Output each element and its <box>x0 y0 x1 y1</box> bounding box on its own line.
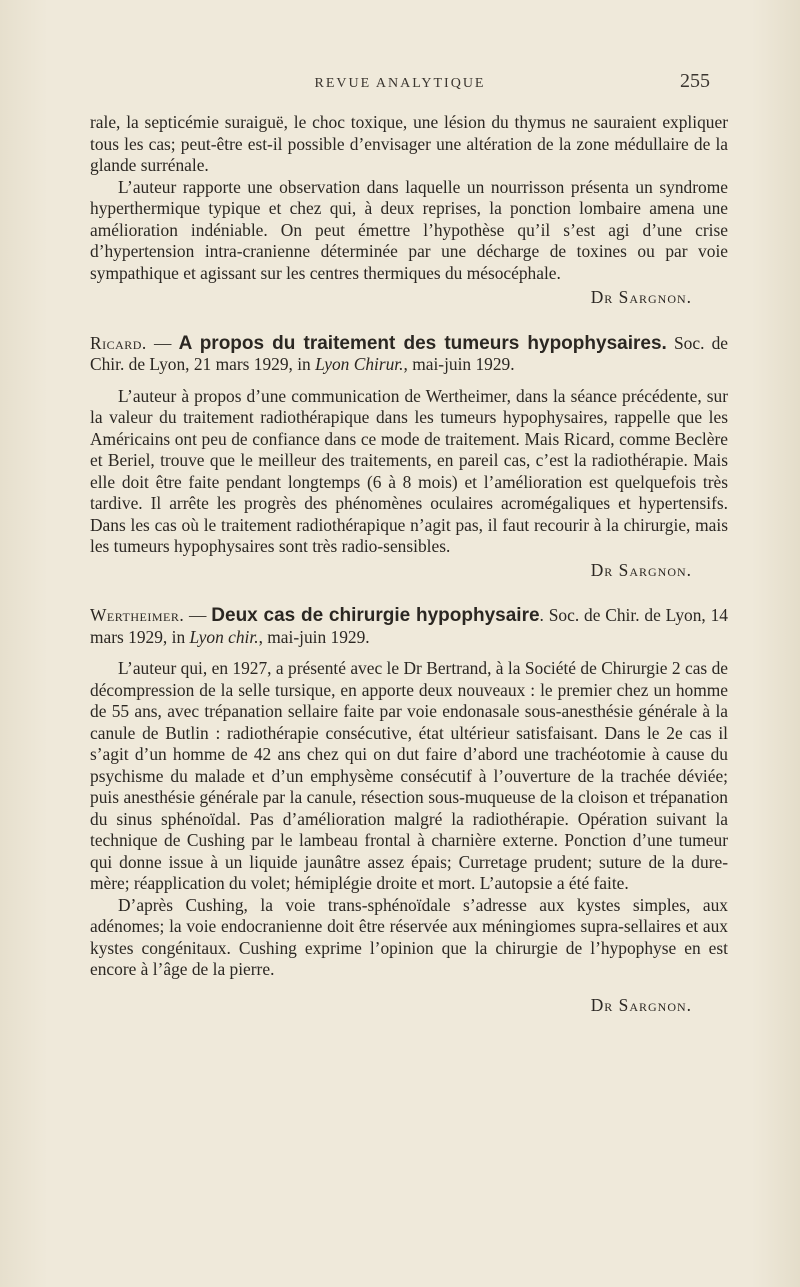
section-gap <box>90 309 728 333</box>
article-1-author: Ricard. <box>90 332 147 353</box>
section-gap <box>90 581 728 605</box>
article-2-author: Wertheimer. <box>90 605 185 625</box>
article-1-ref: Soc. de Chir. de Lyon, 21 mars 1929, in <box>90 332 729 374</box>
article-1-ref-date: , mai-juin 1929. <box>403 354 515 374</box>
article-2-paragraph-1: L’auteur qui, en 1927, a présenté avec le Dr Bertrand, à la Société de Chirurgie 2 cas de décompression de la selle tursique, en apporte deux nouveaux : le premier chez un homme de 55 ans, avec trépanation sellaire faite par voie endonasale sous-anesthésie générale à la canule de Butlin : radiothérapie consécutive, état ultérieur satisfaisant. Dans le 2e cas il s’agit d’un homme de 42 ans chez qui on dut faire d’abord une trachéotomie à cause du psychisme du malade et d’un emphysème consécutif à l’ouverture de la trachée déviée; puis anesthésie générale par la canule, résection sous-muqueuse de la cloison et trépanation du sinus sphénoïdal. Pas d’amélioration malgré la radiothérapie. Opération suivant la technique de Cushing par le lambeau frontal à charnière externe. Ponction d’une tumeur qui donne issue à un liquide jaunâtre assez épais; Curretage prudent; suture de la dure-mère; réapplication du volet; hémiplégie droite et mort. L’autopsie a été faite. <box>90 658 728 893</box>
heading-gap <box>90 648 728 658</box>
article-1-title: A propos du traitement des tumeurs hypophysaires. <box>178 332 667 354</box>
article-2-heading <box>90 605 728 648</box>
page-content <box>90 112 728 1016</box>
article-2-journal: Lyon chir. <box>189 626 259 647</box>
signature-gap <box>90 981 728 993</box>
signature-3: Dr Sargnon. <box>590 994 692 1015</box>
signature-2: Dr Sargnon. <box>590 559 692 580</box>
page-number: 255 <box>680 70 710 92</box>
article-2-ref: . Soc. de Chir. de Lyon, 14 mars 1929, in <box>90 605 728 647</box>
article-1-heading <box>90 333 728 376</box>
article-2-dash: — <box>184 605 212 625</box>
intro-paragraph-2: L’auteur rapporte une observation dans laquelle un nourrisson présenta un syndrome hyperthermique typique et chez qui, à deux reprises, la ponction lombaire amena une amélioration indéniable. On peut émettre l’hypothèse qu’il s’est agi d’une crise d’hypertension intra-cranienne déterminée par une décharge de toxines ou par voie sympathique et agissant sur les centres thermiques du mésocéphale. <box>90 176 728 283</box>
signature-1: Dr Sargnon. <box>590 287 692 307</box>
intro-paragraph-1: rale, la septicémie suraiguë, le choc toxique, une lésion du thymus ne sauraient expliquer tous les cas; peut-être est-il possible d’envisager une altération de la zone médullaire de la glande surrénale. <box>90 112 728 175</box>
page-header <box>90 70 710 100</box>
article-1-journal: Lyon Chirur. <box>315 354 404 374</box>
heading-gap <box>90 376 728 386</box>
article-1-body: L’auteur à propos d’une communication de Wertheimer, dans la séance précédente, sur la valeur du traitement radiothérapique dans les tumeurs hypophysaires, rappelle que les Américains ont peu de confiance dans ce mode de traitement. Mais Ricard, comme Beclère et Beriel, trouve que le meilleur des traitements, en pareil cas, c’est la radiothérapie. Mais elle doit être faite pendant longtemps (6 à 8 mois) et l’amélioration est quelquefois très tardive. Il arrête les progrès des phénomènes oculaires acromégaliques et hypertensifs. Dans les cas où le traitement radiothérapique n’agit pas, il faut recourir à la chirurgie, mais les tumeurs hypophysaires sont très radio-sensibles. <box>90 385 728 556</box>
article-2-ref-date: , mai-juin 1929. <box>258 626 370 647</box>
article-2-title: Deux cas de chirurgie hypophysaire <box>211 605 540 626</box>
article-2-paragraph-2: D’après Cushing, la voie trans-sphénoïdale s’adresse aux kystes simples, aux adénomes; la voie endocranienne doit être réservée aux méningiomes supra-sellaires et aux kystes congénitaux. Cushing exprime l’opinion que la chirurgie de l’hypophyse en est encore à l’âge de la pierre. <box>90 894 728 979</box>
running-title: REVUE ANALYTIQUE <box>314 76 486 91</box>
article-1-dash: — <box>146 332 179 353</box>
